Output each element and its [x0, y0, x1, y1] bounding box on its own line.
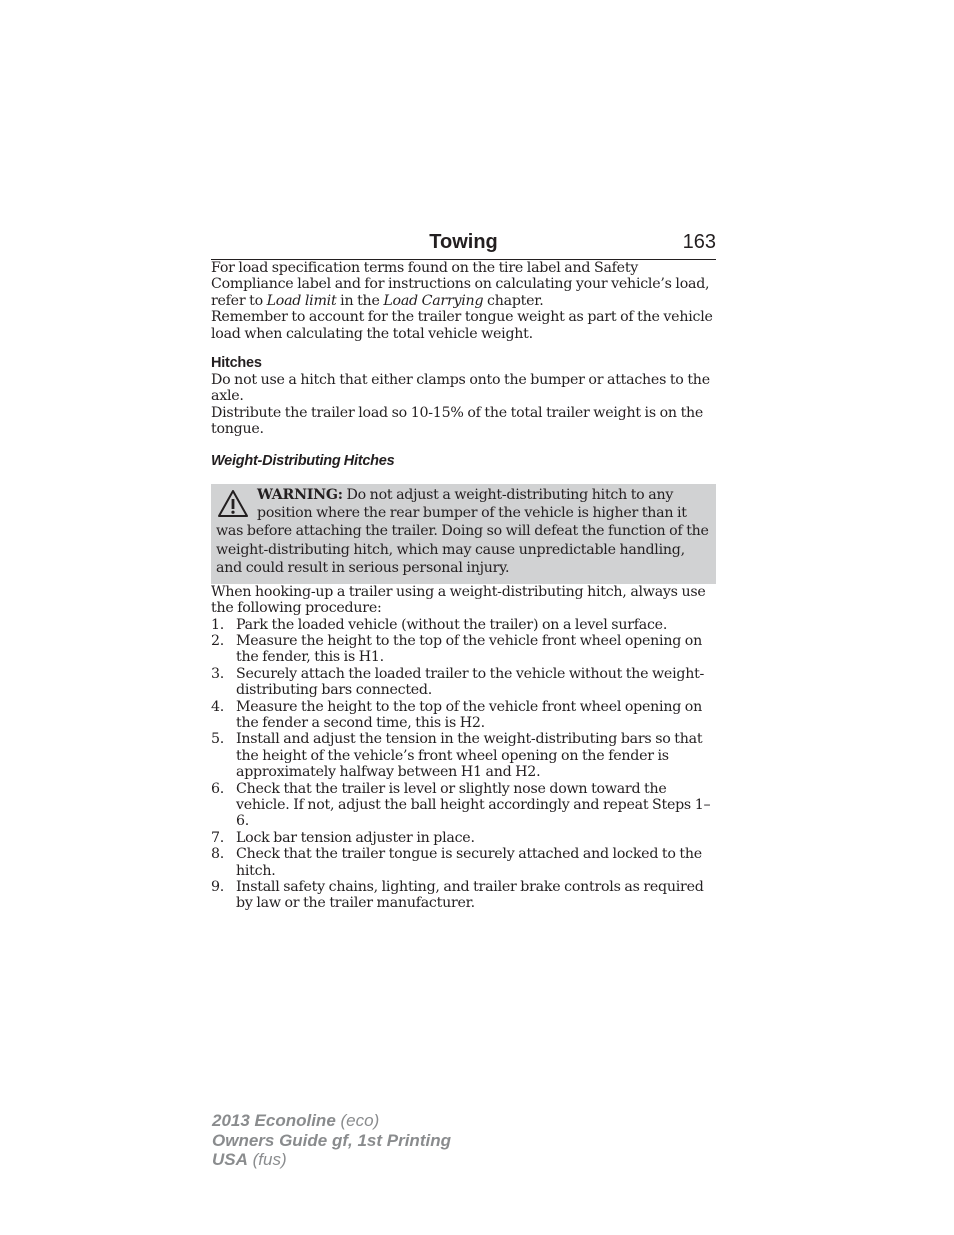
step-text: Securely attach the loaded trailer to the vehicle without the weight-distributing bars connected. [236, 665, 705, 699]
footer-model-code: (eco) [335, 1111, 380, 1130]
step-number: 3. [211, 665, 225, 682]
list-item [211, 633, 716, 666]
step-text: Measure the height to the top of the vehicle front wheel opening on the fender a second time, this is H2. [236, 698, 702, 731]
footer-market-code: (fus) [247, 1150, 287, 1169]
step-text: Lock bar tension adjuster in place. [236, 829, 475, 846]
intro-paragraph-2: Remember to account for the trailer tongue weight as part of the vehicle load when calculating the total vehicle weight. [211, 309, 713, 342]
load-limit-reference: Load limit [266, 292, 337, 309]
list-item [211, 879, 716, 912]
step-text: Park the loaded vehicle (without the trailer) on a level surface. [236, 616, 668, 633]
footer-model: 2013 Econoline [212, 1111, 336, 1130]
chapter-title: Towing [429, 231, 498, 253]
hitches-heading: Hitches [211, 355, 262, 372]
step-number: 7. [211, 829, 225, 846]
intro-text-c: chapter. [483, 292, 544, 309]
list-item [211, 699, 716, 732]
intro-text-a: For load specification terms found on the tire label and Safety Compliance label and for instructions on calculating your vehicle’s load, refer to [211, 260, 710, 309]
footer-line-3 [212, 1150, 451, 1170]
weight-distributing-heading: Weight-Distributing Hitches [211, 452, 395, 469]
hitches-paragraph-2: Distribute the trailer load so 10-15% of the total trailer weight is on the tongue. [211, 404, 704, 438]
manual-page [211, 228, 716, 912]
list-item [211, 731, 716, 780]
step-text: Install safety chains, lighting, and trailer brake controls as required by law or the trailer manufacturer. [236, 879, 704, 912]
warning-label: WARNING: [257, 486, 343, 503]
warning-text: Do not adjust a weight-distributing hitch to any position where the rear bumper of the vehicle is higher than it was before attaching the trailer. Doing so will defeat the function of the weight-distributing hitch, which may cause unpredictable handling, and could result in serious personal injury. [216, 486, 709, 577]
footer-market: USA [212, 1150, 248, 1169]
intro-text-b: in the [336, 292, 384, 309]
step-number: 1. [211, 616, 225, 633]
step-text: Check that the trailer tongue is securely attached and locked to the hitch. [236, 846, 702, 879]
warning-triangle-icon [217, 489, 249, 519]
step-number: 5. [211, 731, 225, 748]
list-item [211, 846, 716, 879]
page-footer [212, 1111, 451, 1170]
step-number: 2. [211, 632, 225, 649]
procedure-intro: When hooking-up a trailer using a weight-distributing hitch, always use the following procedure: [211, 583, 706, 617]
step-number: 8. [211, 846, 225, 863]
step-number: 6. [211, 780, 225, 797]
load-carrying-reference: Load Carrying [383, 292, 484, 309]
hitches-paragraph-1: Do not use a hitch that either clamps onto the bumper or attaches to the axle. [211, 372, 710, 405]
warning-box [211, 484, 716, 584]
step-text: Install and adjust the tension in the weight-distributing bars so that the height of the vehicle’s front wheel opening on the fender is approximately halfway between H1 and H2. [236, 731, 703, 781]
page-header [211, 228, 716, 260]
step-number: 4. [211, 698, 225, 715]
intro-paragraph-1 [211, 260, 716, 309]
list-item [211, 666, 716, 699]
procedure-steps [211, 617, 716, 912]
step-text: Measure the height to the top of the vehicle front wheel opening on the fender, this is H1. [236, 632, 702, 666]
footer-line-1 [212, 1111, 451, 1131]
page-number: 163 [682, 231, 716, 253]
list-item [211, 830, 716, 846]
step-number: 9. [211, 879, 225, 895]
footer-line-2: Owners Guide gf, 1st Printing [212, 1130, 451, 1150]
list-item [211, 781, 716, 830]
step-text: Check that the trailer is level or slightly nose down toward the vehicle. If not, adjust the ball height accordingly and repeat Steps 1–6. [236, 780, 711, 830]
list-item [211, 617, 716, 633]
